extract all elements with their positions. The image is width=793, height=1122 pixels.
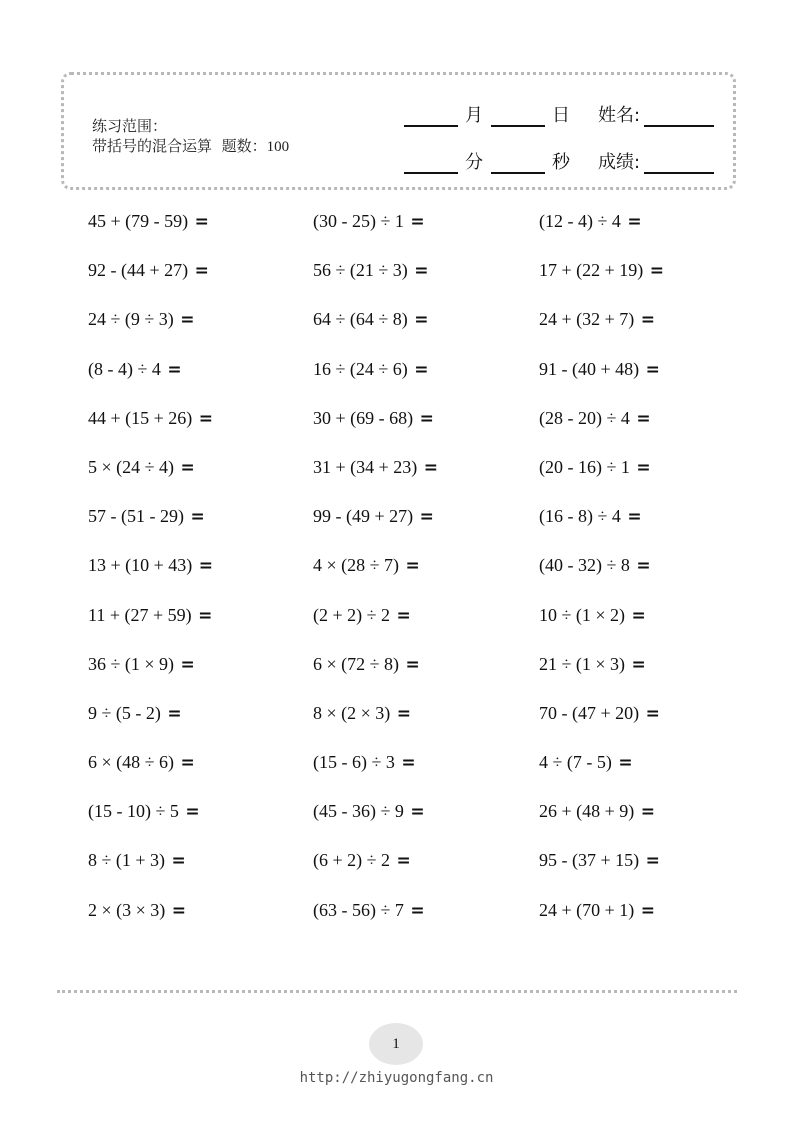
- count-value: 100: [266, 139, 290, 155]
- equals-sign: =: [640, 802, 656, 823]
- math-problem: [313, 549, 539, 598]
- equals-sign: =: [636, 556, 651, 577]
- equals-sign: =: [190, 507, 205, 528]
- problem-expression: 56 ÷ (21 ÷ 3): [313, 260, 408, 281]
- minute-label: 分: [465, 152, 483, 173]
- equals-sign: =: [180, 457, 195, 478]
- problem-expression: 21 ÷ (1 × 3): [539, 653, 626, 674]
- second-label: 秒: [552, 152, 570, 173]
- equals-sign: =: [631, 605, 646, 626]
- score-blank[interactable]: [644, 152, 714, 174]
- problem-expression: (30 - 25) ÷ 1: [313, 211, 404, 231]
- equals-sign: =: [198, 605, 213, 626]
- equals-sign: =: [645, 703, 660, 724]
- math-problem: [539, 451, 728, 500]
- math-problem: [88, 795, 313, 844]
- math-problem: [539, 746, 728, 795]
- practice-range-description: [92, 137, 289, 156]
- problem-expression: 24 + (70 + 1): [539, 899, 635, 920]
- equals-sign: =: [167, 703, 182, 724]
- score-label: 成绩:: [598, 152, 641, 173]
- name-blank[interactable]: [644, 105, 714, 127]
- equals-sign: =: [640, 900, 656, 921]
- problem-expression: 70 - (47 + 20): [539, 702, 640, 723]
- equals-sign: =: [405, 556, 420, 577]
- problem-expression: 24 ÷ (9 ÷ 3): [88, 309, 174, 330]
- page-number: 1: [369, 1023, 423, 1065]
- problem-expression: 57 - (51 - 29): [88, 506, 184, 527]
- problem-expression: 24 + (32 + 7): [539, 309, 635, 330]
- equals-sign: =: [627, 212, 642, 232]
- equals-sign: =: [194, 261, 209, 282]
- day-blank[interactable]: [491, 105, 545, 127]
- math-problem: [313, 746, 539, 795]
- minute-blank[interactable]: [404, 152, 458, 174]
- month-label: 月: [465, 105, 483, 126]
- day-label: 日: [552, 105, 570, 126]
- name-label: 姓名:: [598, 105, 641, 126]
- problem-expression: 99 - (49 + 27): [313, 506, 414, 527]
- math-problem: [88, 205, 313, 254]
- problem-expression: 10 ÷ (1 × 2): [539, 604, 626, 625]
- website-url: http://zhiyugongfang.cn: [299, 1070, 494, 1086]
- math-problem: [539, 402, 728, 451]
- math-problem: [313, 500, 539, 549]
- math-problem: [88, 697, 313, 746]
- problem-expression: 2 × (3 × 3): [88, 899, 166, 920]
- problem-expression: (20 - 16) ÷ 1: [539, 456, 630, 477]
- math-problem: [313, 795, 539, 844]
- math-problem: [313, 894, 539, 943]
- math-problem: [88, 303, 313, 352]
- problem-expression: (63 - 56) ÷ 7: [313, 899, 404, 920]
- equals-sign: =: [410, 212, 425, 232]
- problem-expression: 26 + (48 + 9): [539, 801, 635, 822]
- problem-expression: (2 + 2) ÷ 2: [313, 604, 391, 625]
- problem-expression: 8 × (2 × 3): [313, 702, 391, 723]
- practice-range-label: 练习范围：: [92, 117, 168, 135]
- math-problem: [539, 844, 728, 893]
- problem-expression: 92 - (44 + 27): [88, 260, 189, 281]
- math-problem: [88, 402, 313, 451]
- equals-sign: =: [636, 457, 651, 478]
- second-blank[interactable]: [491, 152, 545, 174]
- equals-sign: =: [198, 556, 214, 577]
- problem-expression: 6 × (48 ÷ 6): [88, 752, 175, 773]
- problem-expression: (12 - 4) ÷ 4: [539, 211, 621, 231]
- math-problem: [539, 697, 728, 746]
- math-problem: [313, 254, 539, 303]
- math-problem: [313, 205, 539, 254]
- equals-sign: =: [645, 359, 660, 380]
- problem-expression: 8 ÷ (1 + 3): [88, 850, 166, 871]
- math-problem: [88, 353, 313, 402]
- equals-sign: =: [180, 654, 195, 675]
- equals-sign: =: [414, 261, 429, 282]
- equals-sign: =: [410, 802, 425, 823]
- problem-expression: 91 - (40 + 48): [539, 358, 640, 379]
- problem-expression: 45 + (79 - 59): [88, 211, 189, 231]
- equals-sign: =: [410, 900, 425, 921]
- math-problem: [88, 599, 313, 648]
- problem-expression: 11 + (27 + 59): [88, 604, 192, 625]
- problem-expression: (28 - 20) ÷ 4: [539, 407, 630, 428]
- equals-sign: =: [645, 851, 660, 872]
- math-problem: [539, 894, 728, 943]
- math-problem: [539, 648, 728, 697]
- math-problem: [313, 844, 539, 893]
- math-problem: [539, 500, 728, 549]
- equals-sign: =: [171, 900, 187, 921]
- month-blank[interactable]: [404, 105, 458, 127]
- problem-grid: [88, 205, 728, 943]
- equals-sign: =: [401, 753, 416, 774]
- equals-sign: =: [618, 753, 633, 774]
- equals-sign: =: [194, 212, 209, 232]
- equals-sign: =: [185, 802, 200, 823]
- equals-sign: =: [396, 703, 412, 724]
- problem-expression: 31 + (34 + 23): [313, 456, 418, 477]
- math-problem: [539, 353, 728, 402]
- math-problem: [313, 402, 539, 451]
- problem-expression: 13 + (10 + 43): [88, 555, 193, 576]
- math-problem: [539, 303, 728, 352]
- math-problem: [313, 697, 539, 746]
- equals-sign: =: [649, 261, 665, 282]
- problem-expression: (16 - 8) ÷ 4: [539, 506, 621, 527]
- equals-sign: =: [631, 654, 646, 675]
- equals-sign: =: [414, 359, 429, 380]
- problem-expression: 5 × (24 ÷ 4): [88, 456, 175, 477]
- topic-text: 带括号的混合运算: [92, 137, 213, 155]
- math-problem: [88, 500, 313, 549]
- math-problem: [313, 599, 539, 648]
- equals-sign: =: [419, 408, 434, 429]
- equals-sign: =: [423, 457, 439, 478]
- equals-sign: =: [396, 851, 411, 872]
- equals-sign: =: [180, 310, 195, 331]
- problem-expression: (40 - 32) ÷ 8: [539, 555, 630, 576]
- problem-expression: 44 + (15 + 26): [88, 407, 193, 428]
- math-problem: [313, 353, 539, 402]
- problem-expression: 30 + (69 - 68): [313, 407, 414, 428]
- problem-expression: (6 + 2) ÷ 2: [313, 850, 391, 871]
- problem-expression: 95 - (37 + 15): [539, 850, 640, 871]
- equals-sign: =: [396, 605, 411, 626]
- math-problem: [539, 599, 728, 648]
- problem-expression: (8 - 4) ÷ 4: [88, 358, 161, 379]
- math-problem: [313, 451, 539, 500]
- problem-expression: 9 ÷ (5 - 2): [88, 702, 161, 723]
- math-problem: [313, 303, 539, 352]
- equals-sign: =: [636, 408, 651, 429]
- worksheet-header: [61, 72, 736, 190]
- math-problem: [88, 746, 313, 795]
- equals-sign: =: [198, 408, 214, 429]
- math-problem: [88, 844, 313, 893]
- equals-sign: =: [180, 753, 195, 774]
- date-name-row: [404, 101, 714, 127]
- math-problem: [88, 451, 313, 500]
- math-problem: [88, 549, 313, 598]
- problem-expression: (45 - 36) ÷ 9: [313, 801, 404, 822]
- equals-sign: =: [414, 310, 429, 331]
- math-problem: [88, 894, 313, 943]
- math-problem: [88, 254, 313, 303]
- time-score-row: [404, 148, 714, 174]
- math-problem: [539, 549, 728, 598]
- equals-sign: =: [627, 507, 642, 528]
- math-problem: [539, 254, 728, 303]
- math-problem: [539, 205, 728, 254]
- problem-expression: 17 + (22 + 19): [539, 260, 644, 281]
- count-label: 题数：: [221, 137, 267, 155]
- problem-expression: 4 ÷ (7 - 5): [539, 752, 612, 773]
- math-problem: [88, 648, 313, 697]
- equals-sign: =: [640, 310, 656, 331]
- equals-sign: =: [419, 507, 434, 528]
- problem-expression: 16 ÷ (24 ÷ 6): [313, 358, 408, 379]
- problem-expression: (15 - 10) ÷ 5: [88, 801, 179, 822]
- equals-sign: =: [171, 851, 186, 872]
- equals-sign: =: [405, 654, 420, 675]
- footer-divider: [57, 990, 737, 993]
- equals-sign: =: [167, 359, 182, 380]
- problem-expression: 64 ÷ (64 ÷ 8): [313, 309, 408, 330]
- problem-expression: 6 × (72 ÷ 8): [313, 653, 400, 674]
- math-problem: [313, 648, 539, 697]
- math-problem: [539, 795, 728, 844]
- problem-expression: 4 × (28 ÷ 7): [313, 555, 400, 576]
- problem-expression: 36 ÷ (1 × 9): [88, 653, 175, 674]
- problem-expression: (15 - 6) ÷ 3: [313, 752, 395, 773]
